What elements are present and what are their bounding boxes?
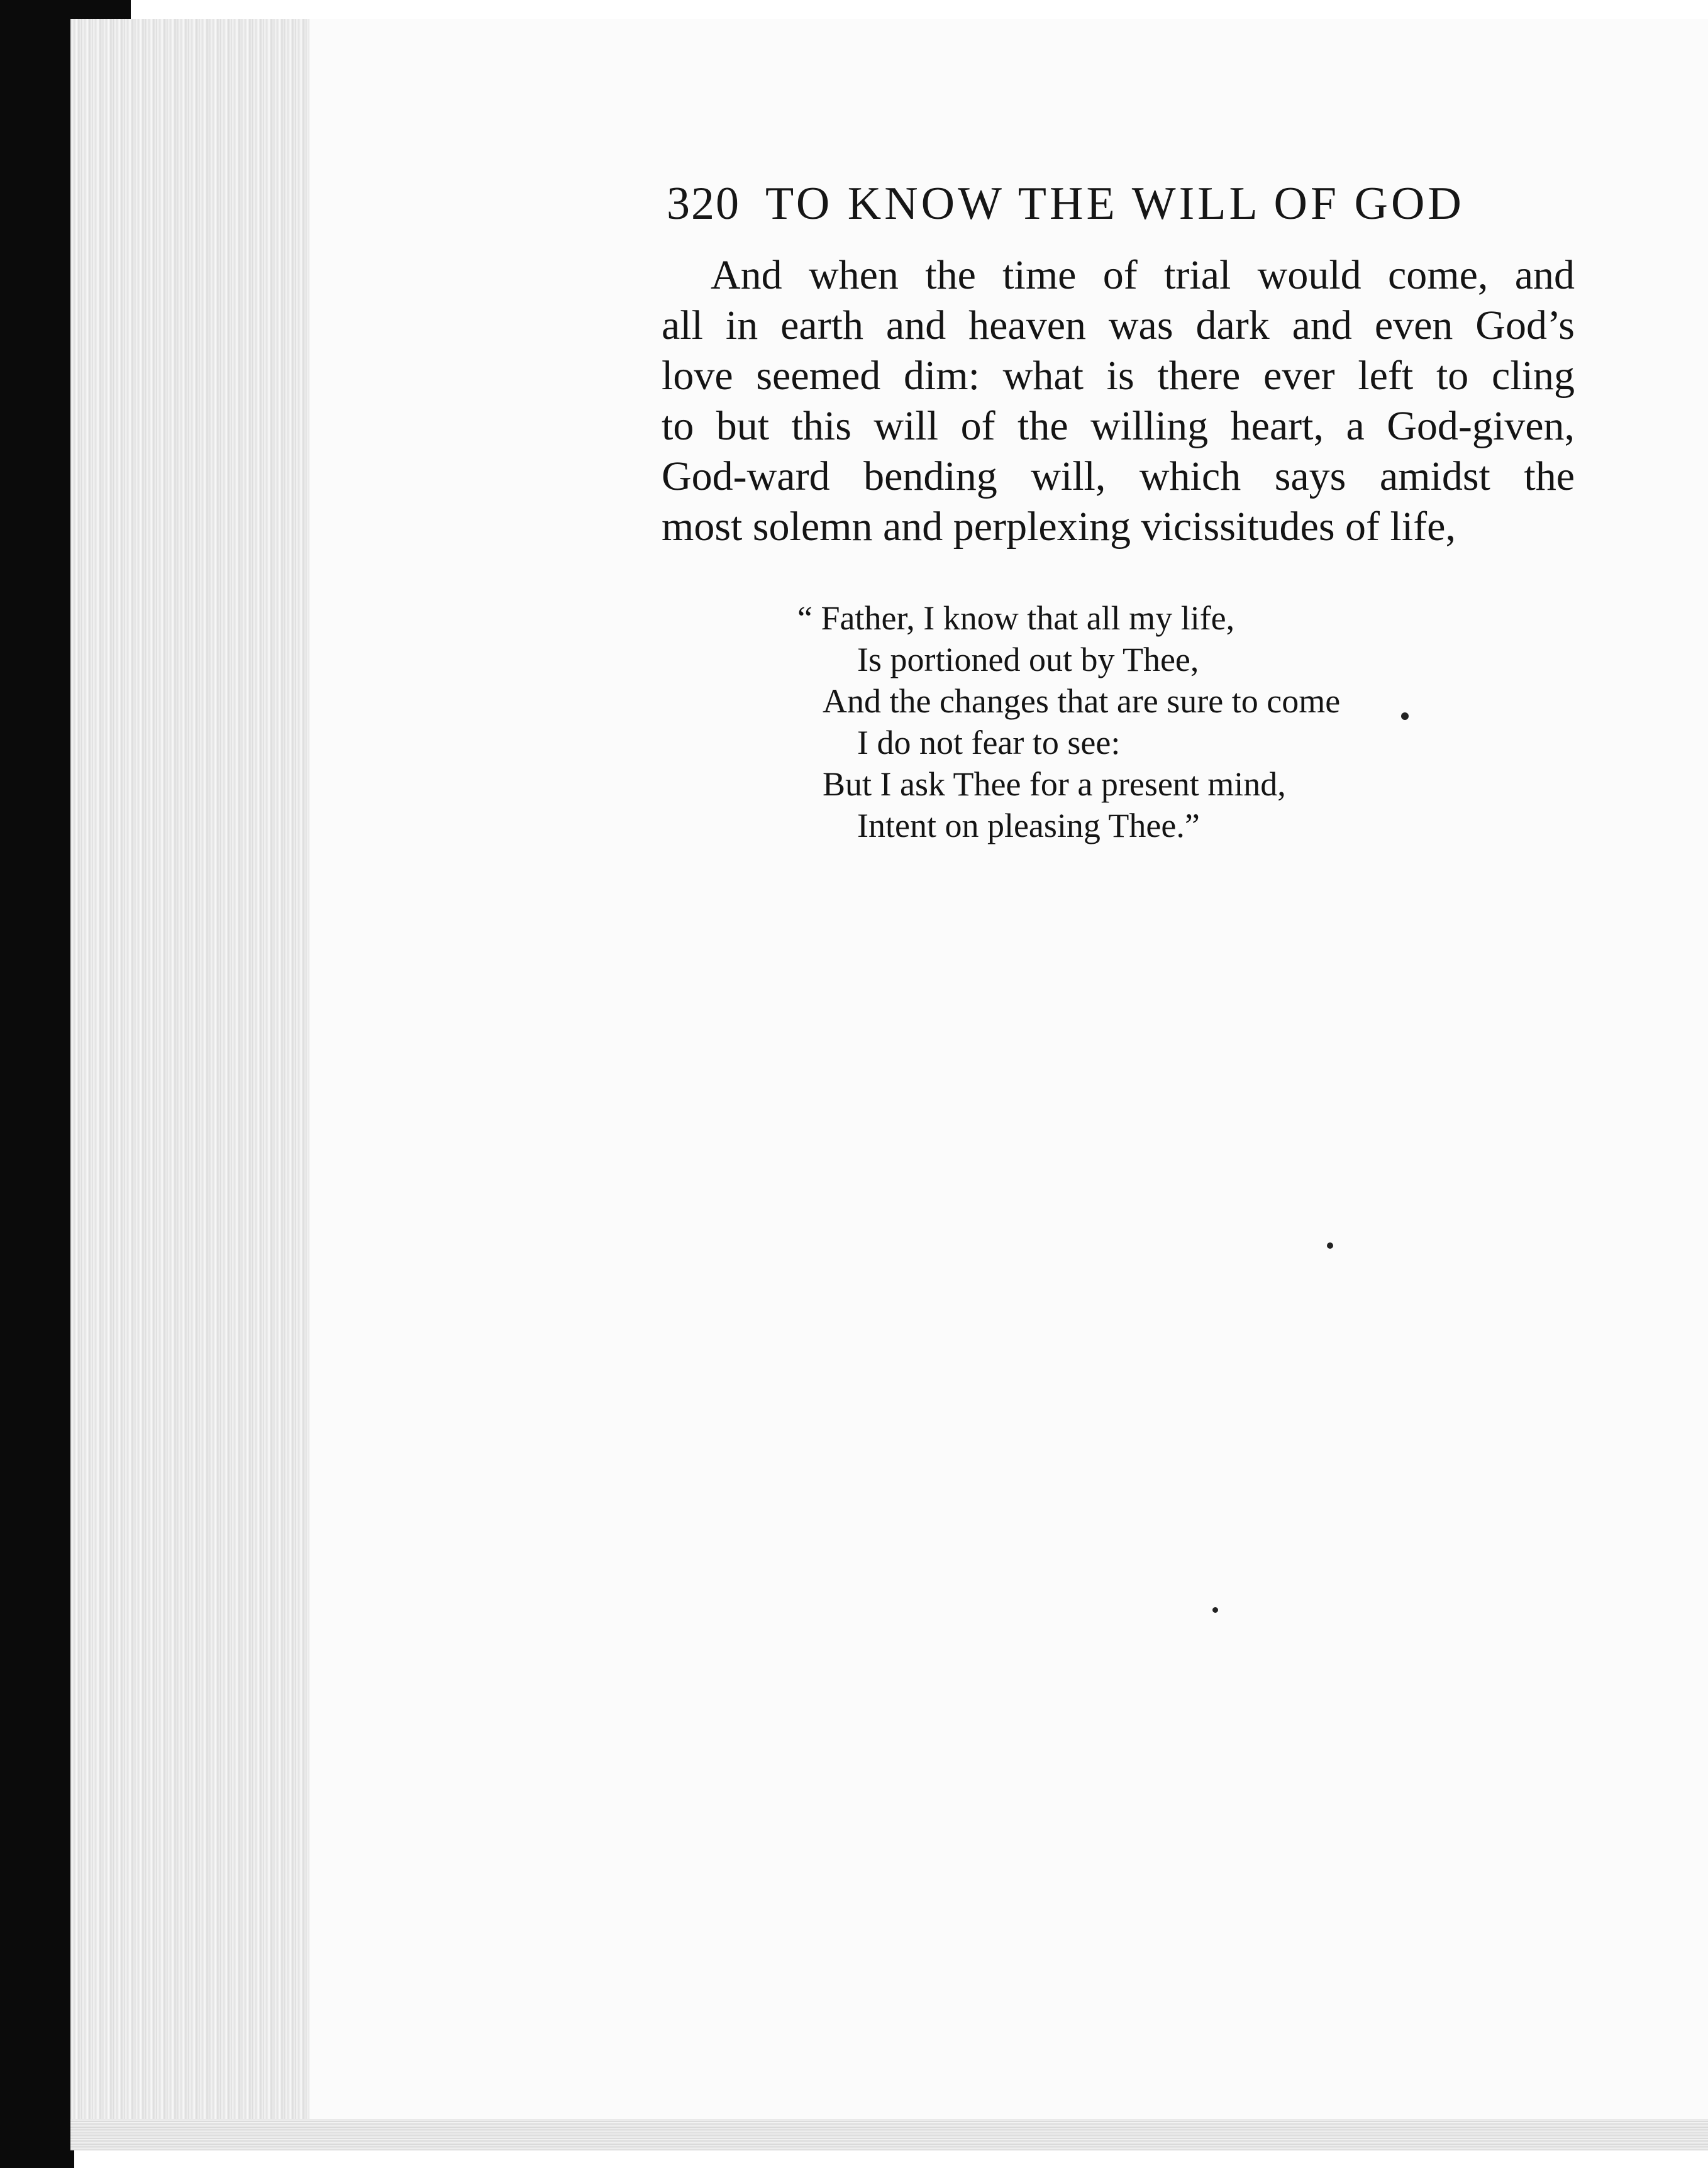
- body-paragraph: [662, 250, 1575, 552]
- paragraph-line: to but this will of the willing heart, a God-given,: [662, 403, 1575, 449]
- book-page-edges-bottom: [70, 2119, 1708, 2150]
- poem-line: Is portioned out by Thee,: [857, 641, 1199, 678]
- paragraph-line: most solemn and perplexing vicissitudes of life,: [662, 504, 1456, 550]
- quoted-poem: [797, 597, 1477, 846]
- scan-border-left: [0, 0, 74, 2168]
- paragraph-line: God-ward bending will, which says amidst the: [662, 453, 1575, 499]
- poem-line: I do not fear to see:: [857, 724, 1121, 761]
- running-header: [667, 177, 1497, 231]
- running-head-title: TO KNOW THE WILL OF GOD: [765, 178, 1465, 230]
- poem-line: “ Father, I know that all my life,: [797, 599, 1235, 637]
- book-page-edges: [70, 19, 311, 2138]
- paragraph-line: all in earth and heaven was dark and even God’s: [662, 302, 1575, 348]
- poem-line: But I ask Thee for a present mind,: [823, 765, 1286, 803]
- poem-line: And the changes that are sure to come: [823, 682, 1341, 720]
- paragraph-line: And when the time of trial would come, and: [711, 252, 1575, 298]
- scan-speck: [1401, 712, 1409, 720]
- poem-line: Intent on pleasing Thee.”: [857, 807, 1200, 844]
- page-number: 320: [667, 178, 740, 230]
- scan-speck: [1212, 1607, 1218, 1613]
- paragraph-line: love seemed dim: what is there ever left to cling: [662, 353, 1575, 399]
- scan-speck: [1327, 1242, 1333, 1249]
